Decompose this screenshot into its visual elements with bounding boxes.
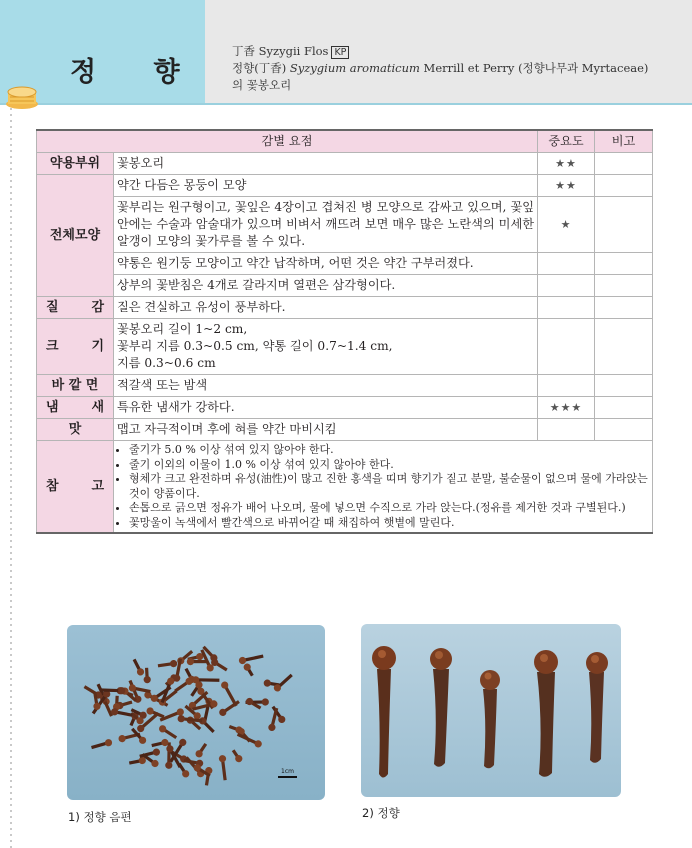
part-text: 꽃봉오리 [114,153,538,175]
row-label-texture: 질 감 [37,297,114,319]
table-row [37,319,653,375]
notes-list [117,443,649,530]
clove-piece [272,672,294,693]
remark-cell [595,175,653,197]
table-row [37,297,653,319]
remark-cell [595,419,653,441]
origin-suffix: Merrill et Perry (정향나무과 Myrtaceae)의 꽃봉오리 [232,61,649,92]
row-label-reference: 참 고 [37,441,114,534]
shape-text-1: 약간 다듬은 몽둥이 모양 [114,175,538,197]
importance-cell [538,275,595,297]
clove-piece [151,738,169,749]
clove-slices-photo [67,625,325,800]
table-row [37,153,653,175]
table-header-row [37,130,653,153]
clove-piece [90,738,112,751]
list-item: • 형체가 크고 완전하며 유성(油性)이 많고 진한 홍색을 띠며 향기가 짙고 분말, 불순물이 없으며 물에 가라앉는 것이 양품이다. [129,472,649,501]
table-row [37,419,653,441]
table-row [37,441,653,534]
origin-prefix: 정향(丁香) [232,61,290,75]
col-header-remark: 비고 [595,130,653,153]
importance-stars: ★ [538,197,595,253]
clove-1 [372,646,396,778]
surface-text: 적갈색 또는 밤색 [114,375,538,397]
herb-bundle-icon [4,84,40,114]
clove-piece [230,748,244,763]
clove-5 [586,652,608,763]
clove-piece [218,755,228,781]
clove-piece [242,662,255,677]
clove-piece [158,724,179,741]
clove-piece [238,653,264,665]
remark-cell [595,153,653,175]
row-label-size: 크 기 [37,319,114,375]
importance-cell [538,297,595,319]
clove-piece [218,699,241,718]
clove-piece [143,668,151,684]
row-label-taste: 맛 [37,419,114,441]
photo-caption-2: 2) 정향 [362,806,400,820]
taste-text: 맵고 자극적이며 후에 혀를 약간 마비시킴 [114,419,538,441]
table-row [37,375,653,397]
table-row [37,175,653,197]
clove-piece [129,756,147,766]
col-header-importance: 중요도 [538,130,595,153]
importance-stars: ★★ [538,175,595,197]
clove-piece [187,658,207,665]
importance-cell [538,375,595,397]
row-label-smell: 냄 새 [37,397,114,419]
identification-table [36,129,653,534]
table-row [37,397,653,419]
reference-notes [114,441,653,534]
importance-cell [538,319,595,375]
clove-piece [131,658,145,677]
remark-cell [595,197,653,253]
clove-3 [480,670,500,768]
importance-stars: ★★★ [538,397,595,419]
importance-cell [538,253,595,275]
table-row [37,253,653,275]
header-divider [0,103,692,105]
clove-piece [192,676,219,684]
botanical-source [232,43,652,94]
remark-cell [595,297,653,319]
clove-piece [194,742,209,759]
shape-text-3: 약통은 원기둥 모양이고 약간 납작하며, 어떤 것은 약간 구부러졌다. [114,253,538,275]
smell-text: 특유한 냄새가 강하다. [114,397,538,419]
clove-photo [361,624,621,797]
table-row [37,275,653,297]
list-item: • 꽃망울이 녹색에서 빨간색으로 바뀌어갈 때 채집하여 햇볕에 말린다. [129,516,649,531]
row-label-part: 약용부위 [37,153,114,175]
importance-stars: ★★ [538,153,595,175]
species-name: Syzygium aromaticum [289,61,420,75]
table-row [37,197,653,253]
clove-piece [157,660,177,670]
texture-text: 질은 견실하고 유성이 풍부하다. [114,297,538,319]
importance-cell [538,419,595,441]
shape-text-4: 상부의 꽃받침은 4개로 갈라지며 열편은 삼각형이다. [114,275,538,297]
remark-cell [595,275,653,297]
dotted-margin-line [10,108,12,848]
scale-bar-label: 1cm [281,768,294,775]
kp-badge: KP [331,46,349,59]
photo-caption-1: 1) 정향 음편 [68,810,132,824]
remark-cell [595,253,653,275]
list-item: • 손톱으로 긁으면 정유가 배어 나오며, 물에 넣으면 수직으로 가라 앉는다.(정유를 제거한 것과 구별된다.) [129,501,649,516]
clove-4 [534,650,558,777]
latin-name: 丁香 Syzygii Flos [232,44,329,58]
list-item: • 줄기 이외의 이물이 1.0 % 이상 섞여 있지 않아야 한다. [129,458,649,473]
page-title: 정 향 [70,57,204,88]
shape-text-2: 꽃부리는 원구형이고, 꽃잎은 4장이고 겹쳐진 병 모양으로 감싸고 있으며, 꽃잎 안에는 수술과 암술대가 있으며 비벼서 깨뜨려 보면 매우 많은 노란색의 미세한 알갱이 모양의 꽃가루를 볼 수 있다. [114,197,538,253]
row-label-shape: 전체모양 [37,175,114,297]
clove-piece [245,697,263,712]
list-item: • 줄기가 5.0 % 이상 섞여 있지 않아야 한다. [129,443,649,458]
remark-cell [595,375,653,397]
remark-cell [595,319,653,375]
remark-cell [595,397,653,419]
clove-piece [110,708,132,719]
size-text: 꽃봉오리 길이 1~2 cm, 꽃부리 지름 0.3~0.5 cm, 약통 길이 0.7~1.4 cm, 지름 0.3~0.6 cm [114,319,538,375]
row-label-surface: 바 깥 면 [37,375,114,397]
clove-2 [430,648,452,767]
col-header-point: 감별 요점 [37,130,538,153]
